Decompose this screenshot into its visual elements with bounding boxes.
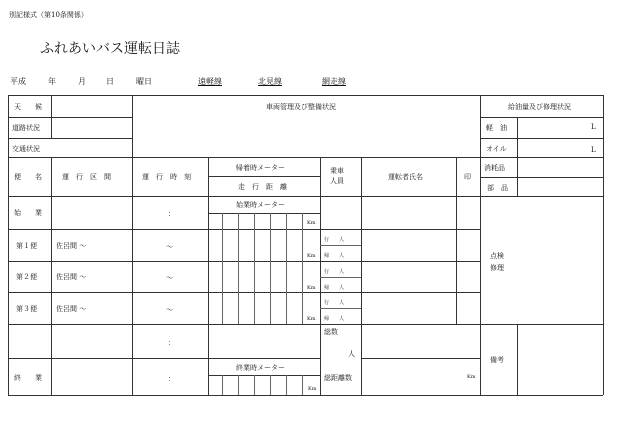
run3-outbound: 行 人 <box>324 300 345 306</box>
route-enkaru: 遠軽線 <box>198 77 222 86</box>
total-distance-label: 総距離数 <box>324 374 352 382</box>
start-km-unit: Km <box>307 220 316 226</box>
return-meter-header: 帰着時メーター <box>236 164 285 172</box>
day-label: 日 <box>106 77 114 86</box>
run1-return: 帰 人 <box>324 253 345 259</box>
run3-time: ～ <box>166 306 173 314</box>
year-label: 年 <box>48 77 56 86</box>
oil-unit: L <box>591 146 596 154</box>
end-meter-label: 終業時メーター <box>236 364 285 372</box>
run2-section: 佐呂間 ～ <box>56 273 87 281</box>
total-count-unit: 人 <box>348 350 355 358</box>
end-km-unit: Km <box>308 386 317 392</box>
run3-km-unit: Km <box>307 316 316 322</box>
run1-outbound: 行 人 <box>324 237 345 243</box>
run1-time: ～ <box>166 243 173 251</box>
total-distance-unit: Km <box>467 374 476 380</box>
start-label: 始 業 <box>14 209 42 217</box>
inspection-repair-label: 点検 修理 <box>490 252 504 272</box>
road-condition-label: 道路状況 <box>12 124 40 132</box>
run2-return: 帰 人 <box>324 285 345 291</box>
total-count-label: 総数 <box>324 328 338 336</box>
run1-km-unit: Km <box>307 253 316 259</box>
route-section-header: 運 行 区 間 <box>62 173 111 181</box>
run1-section: 佐呂間 ～ <box>56 242 87 250</box>
passengers-header: 乗車 人員 <box>330 167 344 185</box>
light-oil-unit: L <box>591 123 596 131</box>
run2-name: 第２便 <box>16 273 37 281</box>
run-time-header: 運 行 時 刻 <box>142 173 191 181</box>
distance-header: 走 行 距 離 <box>238 183 287 191</box>
era-label: 平成 <box>10 77 26 86</box>
route-abashiri: 網走線 <box>322 77 346 86</box>
traffic-condition-label: 交通状況 <box>12 145 40 153</box>
seal-header: 印 <box>464 173 471 181</box>
form-note: 別記様式（第10条関係） <box>9 11 88 19</box>
run3-return: 帰 人 <box>324 316 345 322</box>
run1-name: 第１便 <box>16 242 37 250</box>
light-oil-label: 軽 油 <box>486 124 507 132</box>
start-time-colon: ： <box>168 210 175 218</box>
start-meter-label: 始業時メーター <box>236 201 285 209</box>
run3-name: 第３便 <box>16 305 37 313</box>
run2-time: ～ <box>166 274 173 282</box>
run2-outbound: 行 人 <box>324 269 345 275</box>
weekday-label: 曜日 <box>136 77 152 86</box>
route-kitami: 北見線 <box>258 77 282 86</box>
end-label: 終 業 <box>14 374 42 382</box>
weather-label: 天 候 <box>14 103 42 111</box>
parts-label: 部 品 <box>487 184 508 192</box>
vehicle-management-label: 車両管理及び整備状況 <box>266 103 336 111</box>
run2-km-unit: Km <box>307 285 316 291</box>
run3-section: 佐呂間 ～ <box>56 305 87 313</box>
oil-label: オイル <box>486 145 507 153</box>
page-title: ふれあいバス運転日誌 <box>40 41 180 57</box>
month-label: 月 <box>78 77 86 86</box>
driver-name-header: 運転者氏名 <box>388 173 423 181</box>
remarks-label: 備考 <box>490 356 504 364</box>
end-time-colon: ： <box>168 375 175 383</box>
extra-time-colon: ： <box>168 339 175 347</box>
consumables-label: 消耗品 <box>484 164 505 172</box>
fuel-repair-label: 給油量及び修理状況 <box>508 103 571 111</box>
run-name-header: 便 名 <box>14 173 42 181</box>
